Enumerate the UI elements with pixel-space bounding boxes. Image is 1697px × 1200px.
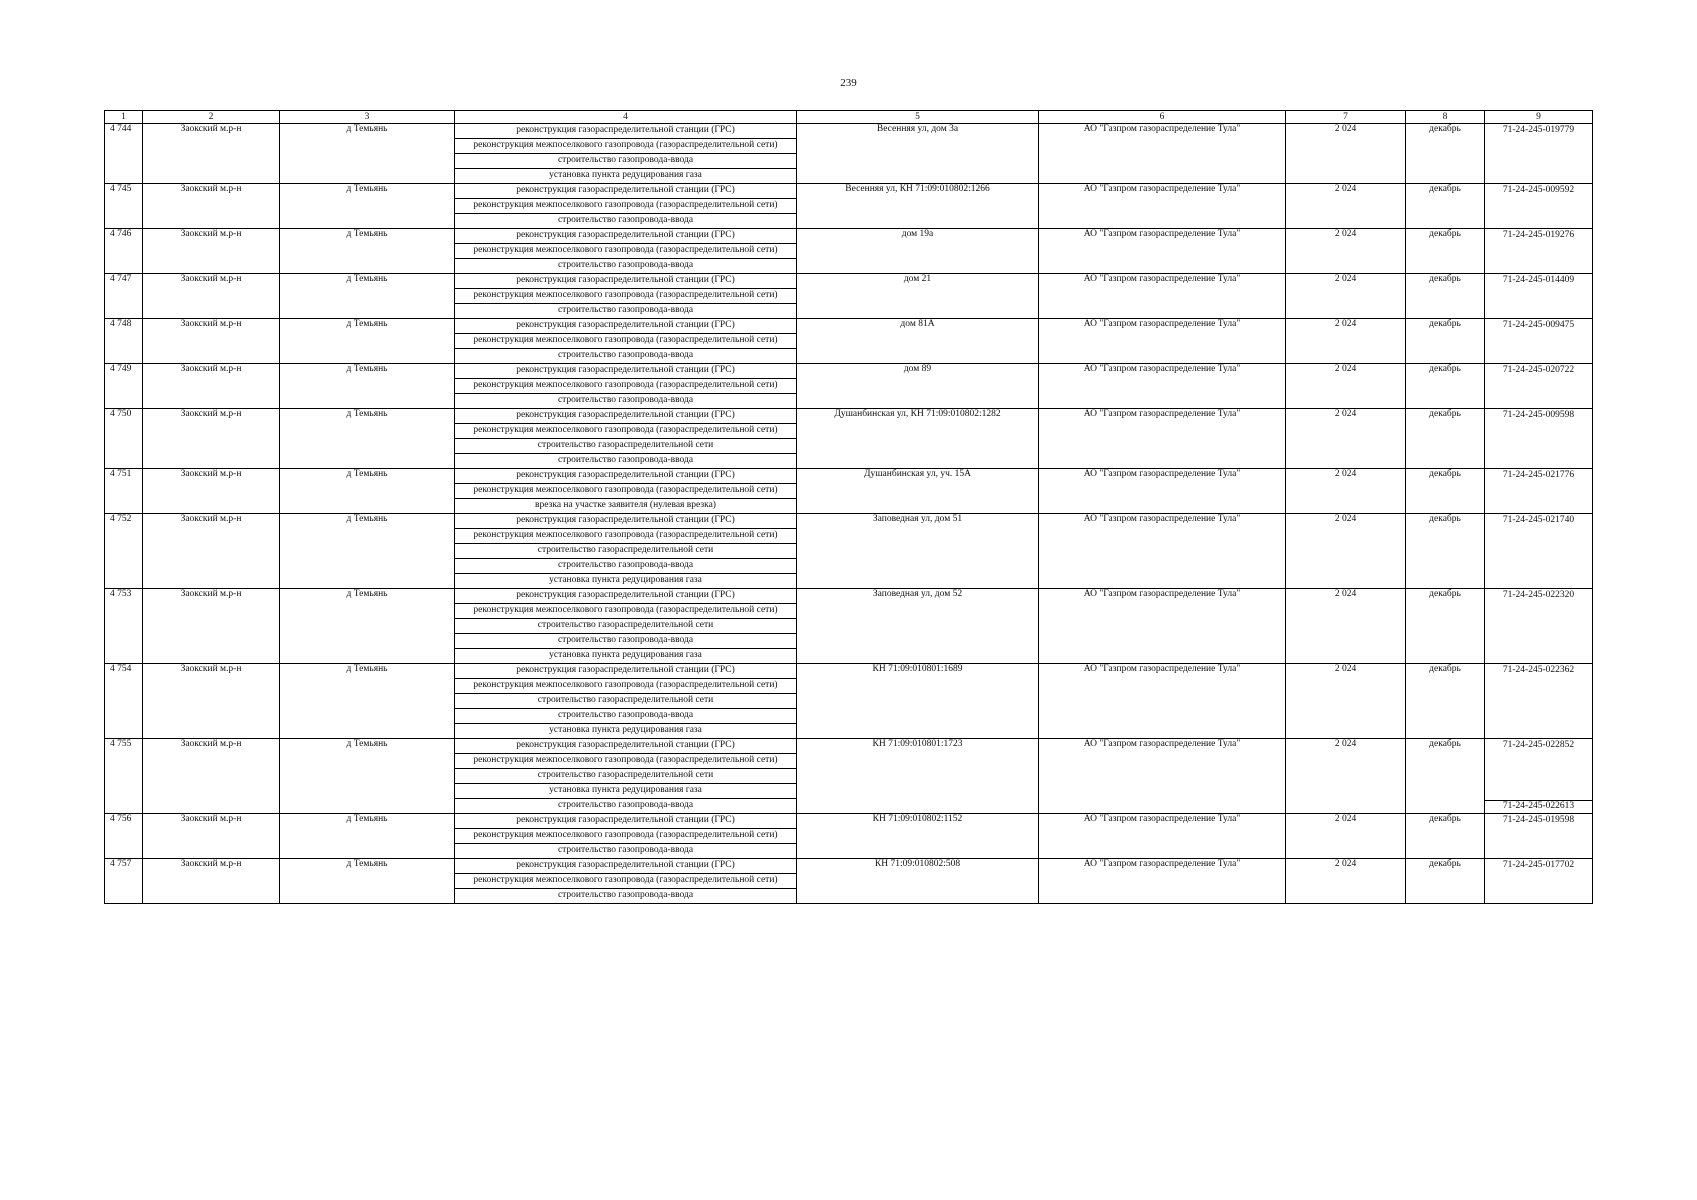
application-code: 71-24-245-021776 (1502, 470, 1575, 480)
district-cell: Заокский м.р-н (143, 859, 280, 904)
settlement-cell: д Темьянь (280, 409, 455, 469)
settlement-cell: д Темьянь (280, 184, 455, 229)
work-item: установка пункта редуцирования газа (455, 648, 796, 663)
district-cell: Заокский м.р-н (143, 814, 280, 859)
application-code-cell (1485, 319, 1593, 364)
table-row (105, 124, 1593, 184)
work-item: реконструкция газораспределительной станции (ГРС) (516, 815, 735, 825)
settlement-cell: д Темьянь (280, 739, 455, 814)
column-header: 6 (1039, 111, 1286, 124)
row-number: 4 757 (105, 859, 143, 904)
organization-cell: АО "Газпром газораспределение Тула" (1039, 319, 1286, 364)
works-cell (455, 184, 797, 229)
year-cell: 2 024 (1286, 664, 1406, 739)
row-number: 4 750 (105, 409, 143, 469)
month-cell: декабрь (1406, 184, 1485, 229)
work-item: реконструкция газораспределительной станции (ГРС) (516, 410, 735, 420)
application-code-cell (1485, 664, 1593, 739)
work-item: реконструкция газораспределительной станции (ГРС) (516, 590, 735, 600)
settlement-cell: д Темьянь (280, 124, 455, 184)
work-item: строительство газораспределительной сети (455, 543, 796, 558)
table-row (105, 184, 1593, 229)
work-item: реконструкция межпоселкового газопровода (газораспределительной сети) (455, 603, 796, 618)
application-code: 71-24-245-021740 (1502, 515, 1575, 525)
district-cell: Заокский м.р-н (143, 274, 280, 319)
year-cell: 2 024 (1286, 319, 1406, 364)
organization-cell: АО "Газпром газораспределение Тула" (1039, 589, 1286, 664)
work-item: строительство газопровода-ввода (455, 888, 796, 903)
settlement-cell: д Темьянь (280, 229, 455, 274)
table-row (105, 274, 1593, 319)
row-number: 4 751 (105, 469, 143, 514)
address-cell: КН 71:09:010802:508 (797, 859, 1039, 904)
address-cell: дом 81А (797, 319, 1039, 364)
application-code-cell (1485, 274, 1593, 319)
month-cell: декабрь (1406, 514, 1485, 589)
work-item: реконструкция межпоселкового газопровода (газораспределительной сети) (455, 138, 796, 153)
work-item: строительство газопровода-ввода (455, 258, 796, 273)
table-row (105, 739, 1593, 814)
address-cell: Душанбинская ул, уч. 15А (797, 469, 1039, 514)
works-cell (455, 274, 797, 319)
organization-cell: АО "Газпром газораспределение Тула" (1039, 859, 1286, 904)
works-cell (455, 589, 797, 664)
work-item: реконструкция газораспределительной станции (ГРС) (516, 365, 735, 375)
address-cell: Весенняя ул, дом 3а (797, 124, 1039, 184)
district-cell: Заокский м.р-н (143, 664, 280, 739)
district-cell: Заокский м.р-н (143, 589, 280, 664)
year-cell: 2 024 (1286, 124, 1406, 184)
application-code-cell (1485, 364, 1593, 409)
year-cell: 2 024 (1286, 739, 1406, 814)
work-item: строительство газопровода-ввода (455, 303, 796, 318)
address-cell: КН 71:09:010802:1152 (797, 814, 1039, 859)
year-cell: 2 024 (1286, 589, 1406, 664)
organization-cell: АО "Газпром газораспределение Тула" (1039, 664, 1286, 739)
organization-cell: АО "Газпром газораспределение Тула" (1039, 274, 1286, 319)
works-cell (455, 364, 797, 409)
application-code-cell (1485, 184, 1593, 229)
application-code: 71-24-245-014409 (1502, 275, 1575, 285)
work-item: строительство газопровода-ввода (455, 393, 796, 408)
work-item: врезка на участке заявителя (нулевая врезка) (455, 498, 796, 513)
application-code-cell (1485, 124, 1593, 184)
work-item: реконструкция газораспределительной станции (ГРС) (516, 125, 735, 135)
application-code: 71-24-245-022320 (1502, 590, 1575, 600)
district-cell: Заокский м.р-н (143, 469, 280, 514)
work-item: реконструкция газораспределительной станции (ГРС) (516, 470, 735, 480)
works-cell (455, 469, 797, 514)
row-number: 4 749 (105, 364, 143, 409)
application-code-cell (1485, 409, 1593, 469)
application-code-cell (1485, 514, 1593, 589)
address-cell: дом 21 (797, 274, 1039, 319)
settlement-cell: д Темьянь (280, 859, 455, 904)
table-row (105, 814, 1593, 859)
application-code: 71-24-245-009592 (1502, 185, 1575, 195)
district-cell: Заокский м.р-н (143, 364, 280, 409)
organization-cell: АО "Газпром газораспределение Тула" (1039, 514, 1286, 589)
works-cell (455, 409, 797, 469)
address-cell: КН 71:09:010801:1689 (797, 664, 1039, 739)
work-item: строительство газопровода-ввода (455, 843, 796, 858)
organization-cell: АО "Газпром газораспределение Тула" (1039, 814, 1286, 859)
work-item: реконструкция газораспределительной станции (ГРС) (516, 275, 735, 285)
year-cell: 2 024 (1286, 814, 1406, 859)
row-number: 4 745 (105, 184, 143, 229)
application-code: 71-24-245-009598 (1502, 410, 1575, 420)
application-code-cell (1485, 814, 1593, 859)
work-item: реконструкция межпоселкового газопровода (газораспределительной сети) (455, 483, 796, 498)
work-item: строительство газопровода-ввода (455, 153, 796, 168)
work-item: реконструкция межпоселкового газопровода (газораспределительной сети) (455, 423, 796, 438)
work-item: реконструкция межпоселкового газопровода (газораспределительной сети) (455, 243, 796, 258)
month-cell: декабрь (1406, 319, 1485, 364)
month-cell: декабрь (1406, 814, 1485, 859)
address-cell: Заповедная ул, дом 51 (797, 514, 1039, 589)
application-code-cell (1485, 739, 1593, 814)
application-code: 71-24-245-019779 (1502, 125, 1575, 135)
work-item: реконструкция межпоселкового газопровода (газораспределительной сети) (455, 873, 796, 888)
work-item: реконструкция межпоселкового газопровода (газораспределительной сети) (455, 678, 796, 693)
work-item: реконструкция газораспределительной станции (ГРС) (516, 230, 735, 240)
address-cell: КН 71:09:010801:1723 (797, 739, 1039, 814)
work-item: реконструкция газораспределительной станции (ГРС) (516, 320, 735, 330)
address-cell: Душанбинская ул, КН 71:09:010802:1282 (797, 409, 1039, 469)
work-item: реконструкция межпоселкового газопровода (газораспределительной сети) (455, 333, 796, 348)
settlement-cell: д Темьянь (280, 814, 455, 859)
table-row (105, 229, 1593, 274)
work-item: строительство газораспределительной сети (455, 618, 796, 633)
application-code: 71-24-245-022852 (1502, 740, 1575, 750)
work-item: строительство газораспределительной сети (455, 693, 796, 708)
application-code-cell (1485, 589, 1593, 664)
column-header: 1 (105, 111, 143, 124)
works-cell (455, 319, 797, 364)
application-code: 71-24-245-022613 (1485, 800, 1592, 812)
work-item: строительство газопровода-ввода (455, 348, 796, 363)
application-code: 71-24-245-022362 (1502, 665, 1575, 675)
district-cell: Заокский м.р-н (143, 229, 280, 274)
work-item: реконструкция межпоселкового газопровода (газораспределительной сети) (455, 378, 796, 393)
row-number: 4 746 (105, 229, 143, 274)
year-cell: 2 024 (1286, 514, 1406, 589)
work-item: строительство газопровода-ввода (455, 213, 796, 228)
work-item: реконструкция газораспределительной станции (ГРС) (516, 665, 735, 675)
application-code: 71-24-245-017702 (1502, 860, 1575, 870)
address-cell: дом 89 (797, 364, 1039, 409)
application-code: 71-24-245-019598 (1502, 815, 1575, 825)
month-cell: декабрь (1406, 124, 1485, 184)
organization-cell: АО "Газпром газораспределение Тула" (1039, 469, 1286, 514)
settlement-cell: д Темьянь (280, 469, 455, 514)
registry-body (105, 124, 1593, 904)
work-item: реконструкция межпоселкового газопровода (газораспределительной сети) (455, 528, 796, 543)
settlement-cell: д Темьянь (280, 274, 455, 319)
table-row (105, 859, 1593, 904)
work-item: установка пункта редуцирования газа (455, 723, 796, 738)
year-cell: 2 024 (1286, 364, 1406, 409)
work-item: реконструкция межпоселкового газопровода (газораспределительной сети) (455, 753, 796, 768)
row-number: 4 748 (105, 319, 143, 364)
column-header: 2 (143, 111, 280, 124)
application-code-cell (1485, 859, 1593, 904)
works-cell (455, 664, 797, 739)
organization-cell: АО "Газпром газораспределение Тула" (1039, 364, 1286, 409)
table-row (105, 319, 1593, 364)
works-cell (455, 814, 797, 859)
organization-cell: АО "Газпром газораспределение Тула" (1039, 739, 1286, 814)
table-row (105, 364, 1593, 409)
works-cell (455, 124, 797, 184)
year-cell: 2 024 (1286, 274, 1406, 319)
month-cell: декабрь (1406, 664, 1485, 739)
works-cell (455, 859, 797, 904)
table-row (105, 514, 1593, 589)
column-header: 5 (797, 111, 1039, 124)
district-cell: Заокский м.р-н (143, 739, 280, 814)
district-cell: Заокский м.р-н (143, 184, 280, 229)
table-row (105, 409, 1593, 469)
application-code: 71-24-245-020722 (1502, 365, 1575, 375)
district-cell: Заокский м.р-н (143, 319, 280, 364)
application-code: 71-24-245-019276 (1502, 230, 1575, 240)
year-cell: 2 024 (1286, 229, 1406, 274)
address-cell: Заповедная ул, дом 52 (797, 589, 1039, 664)
work-item: строительство газораспределительной сети (455, 438, 796, 453)
work-item: строительство газопровода-ввода (455, 453, 796, 468)
work-item: установка пункта редуцирования газа (455, 783, 796, 798)
row-number: 4 756 (105, 814, 143, 859)
year-cell: 2 024 (1286, 859, 1406, 904)
work-item: реконструкция газораспределительной станции (ГРС) (516, 515, 735, 525)
application-code: 71-24-245-009475 (1502, 320, 1575, 330)
district-cell: Заокский м.р-н (143, 124, 280, 184)
month-cell: декабрь (1406, 229, 1485, 274)
district-cell: Заокский м.р-н (143, 409, 280, 469)
row-number: 4 754 (105, 664, 143, 739)
month-cell: декабрь (1406, 409, 1485, 469)
work-item: установка пункта редуцирования газа (455, 168, 796, 183)
works-cell (455, 739, 797, 814)
settlement-cell: д Темьянь (280, 664, 455, 739)
application-code-cell (1485, 469, 1593, 514)
works-cell (455, 229, 797, 274)
month-cell: декабрь (1406, 739, 1485, 814)
column-number-header (105, 111, 1593, 124)
work-item: реконструкция межпоселкового газопровода (газораспределительной сети) (455, 198, 796, 213)
address-cell: Весенняя ул, КН 71:09:010802:1266 (797, 184, 1039, 229)
month-cell: декабрь (1406, 274, 1485, 319)
work-item: строительство газораспределительной сети (455, 768, 796, 783)
year-cell: 2 024 (1286, 184, 1406, 229)
work-item: строительство газопровода-ввода (455, 558, 796, 573)
works-cell (455, 514, 797, 589)
year-cell: 2 024 (1286, 469, 1406, 514)
registry-table (104, 110, 1593, 904)
month-cell: декабрь (1406, 589, 1485, 664)
month-cell: декабрь (1406, 469, 1485, 514)
address-cell: дом 19а (797, 229, 1039, 274)
column-header: 7 (1286, 111, 1406, 124)
work-item: строительство газопровода-ввода (455, 633, 796, 648)
work-item: реконструкция газораспределительной станции (ГРС) (516, 860, 735, 870)
work-item: реконструкция газораспределительной станции (ГРС) (516, 185, 735, 195)
row-number: 4 744 (105, 124, 143, 184)
district-cell: Заокский м.р-н (143, 514, 280, 589)
settlement-cell: д Темьянь (280, 319, 455, 364)
month-cell: декабрь (1406, 364, 1485, 409)
row-number: 4 747 (105, 274, 143, 319)
year-cell: 2 024 (1286, 409, 1406, 469)
organization-cell: АО "Газпром газораспределение Тула" (1039, 229, 1286, 274)
work-item: строительство газопровода-ввода (455, 708, 796, 723)
application-code-cell (1485, 229, 1593, 274)
settlement-cell: д Темьянь (280, 589, 455, 664)
column-header: 8 (1406, 111, 1485, 124)
settlement-cell: д Темьянь (280, 514, 455, 589)
work-item: строительство газопровода-ввода (455, 798, 796, 813)
column-header: 4 (455, 111, 797, 124)
page-number: 239 (840, 77, 857, 89)
row-number: 4 753 (105, 589, 143, 664)
table-row (105, 589, 1593, 664)
row-number: 4 752 (105, 514, 143, 589)
column-header: 9 (1485, 111, 1593, 124)
organization-cell: АО "Газпром газораспределение Тула" (1039, 124, 1286, 184)
table-row (105, 664, 1593, 739)
settlement-cell: д Темьянь (280, 364, 455, 409)
work-item: установка пункта редуцирования газа (455, 573, 796, 588)
month-cell: декабрь (1406, 859, 1485, 904)
table-row (105, 469, 1593, 514)
row-number: 4 755 (105, 739, 143, 814)
work-item: реконструкция межпоселкового газопровода (газораспределительной сети) (455, 288, 796, 303)
column-header: 3 (280, 111, 455, 124)
organization-cell: АО "Газпром газораспределение Тула" (1039, 409, 1286, 469)
work-item: реконструкция газораспределительной станции (ГРС) (516, 740, 735, 750)
organization-cell: АО "Газпром газораспределение Тула" (1039, 184, 1286, 229)
work-item: реконструкция межпоселкового газопровода (газораспределительной сети) (455, 828, 796, 843)
